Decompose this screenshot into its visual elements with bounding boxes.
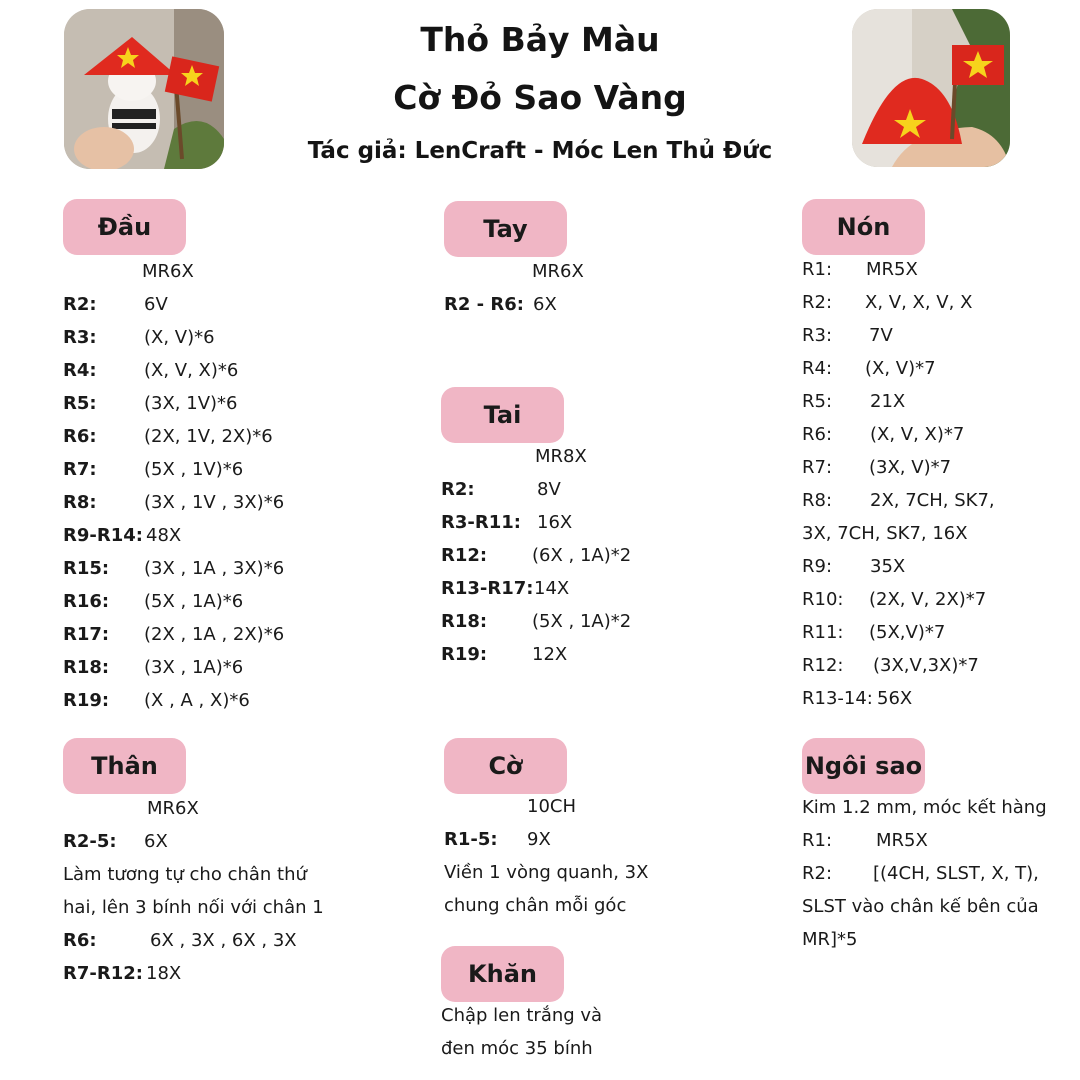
non-row-label: R13-14: (802, 688, 873, 709)
dau-row-value: (2X, 1V, 2X)*6 (144, 426, 273, 447)
than-r7-label: R7-R12: (63, 963, 143, 984)
non-row-label: R4: (802, 358, 833, 379)
dau-row-value: (X, V, X)*6 (144, 360, 239, 381)
dau-row-value: (3X , 1A)*6 (144, 657, 244, 678)
tay-row-label: R2 - R6: (444, 294, 524, 315)
non-row-value: 7V (869, 325, 893, 346)
section-co-title: Cờ (444, 738, 567, 794)
non-row-value: (5X,V)*7 (869, 622, 946, 643)
non-row-label: R2: (802, 292, 833, 313)
non-row-value: (X, V)*7 (865, 358, 936, 379)
tai-row-value: (6X , 1A)*2 (532, 545, 632, 566)
non-row-value: 3X, 7CH, SK7, 16X (802, 523, 968, 544)
tai-row-label: R3-R11: (441, 512, 521, 533)
dau-row-label: R6: (63, 426, 97, 447)
ngoisao-r2-value: [(4CH, SLST, X, T), (873, 863, 1039, 884)
non-row-label: R3: (802, 325, 833, 346)
non-row-value: 2X, 7CH, SK7, (870, 490, 995, 511)
dau-row-label: R5: (63, 393, 97, 414)
ngoisao-note: Kim 1.2 mm, móc kết hàng (802, 797, 1047, 818)
non-row-label: R7: (802, 457, 833, 478)
co-note-line-1: Viền 1 vòng quanh, 3X (444, 862, 649, 883)
co-note-line-2: chung chân mỗi góc (444, 895, 627, 916)
dau-row-label: R4: (63, 360, 97, 381)
dau-row-value: (3X , 1V , 3X)*6 (144, 492, 285, 513)
dau-row-value: (3X, 1V)*6 (144, 393, 238, 414)
khan-note-line-2: đen móc 35 bính (441, 1038, 593, 1059)
author-line: Tác giả: LenCraft - Móc Len Thủ Đức (307, 138, 773, 164)
than-mr: MR6X (147, 798, 199, 819)
tay-mr: MR6X (532, 261, 584, 282)
non-row-label: R6: (802, 424, 833, 445)
bunny-illustration (64, 9, 224, 169)
dau-row-label: R19: (63, 690, 110, 711)
dau-row-label: R17: (63, 624, 110, 645)
than-r2-label: R2-5: (63, 831, 117, 852)
title-line-1: Thỏ Bảy Màu (420, 20, 660, 59)
section-than-title: Thân (63, 738, 186, 794)
non-row-label: R11: (802, 622, 844, 643)
section-ngoisao-title: Ngôi sao (802, 738, 925, 794)
dau-row-label: R3: (63, 327, 97, 348)
tai-row-value: 16X (537, 512, 573, 533)
ngoisao-r1-label: R1: (802, 830, 833, 851)
bunny-photo (64, 9, 224, 169)
tai-mr: MR8X (535, 446, 587, 467)
tai-row-label: R18: (441, 611, 488, 632)
non-row-value: (3X, V)*7 (869, 457, 952, 478)
section-khan-title: Khăn (441, 946, 564, 1002)
ngoisao-continued-2: MR]*5 (802, 929, 858, 950)
title-line-2: Cờ Đỏ Sao Vàng (393, 78, 687, 117)
dau-row-value: (X, V)*6 (144, 327, 215, 348)
tai-row-value: (5X , 1A)*2 (532, 611, 632, 632)
non-row-label: R10: (802, 589, 844, 610)
hat-flag-illustration (852, 9, 1010, 167)
than-note-line-2: hai, lên 3 bính nối với chân 1 (63, 897, 324, 918)
section-tai-title: Tai (441, 387, 564, 443)
co-chain: 10CH (527, 796, 577, 817)
dau-row-label: R9-R14: (63, 525, 143, 546)
tai-row-label: R19: (441, 644, 488, 665)
section-dau-title: Đầu (63, 199, 186, 255)
than-r2-value: 6X (144, 831, 168, 852)
dau-row-label: R7: (63, 459, 97, 480)
tai-row-label: R12: (441, 545, 488, 566)
than-note-line-1: Làm tương tự cho chân thứ (63, 864, 307, 885)
section-non-title: Nón (802, 199, 925, 255)
than-r6-value: 6X , 3X , 6X , 3X (150, 930, 297, 951)
ngoisao-continued-1: SLST vào chân kế bên của (802, 896, 1039, 917)
dau-row-value: (5X , 1A)*6 (144, 591, 244, 612)
non-row-value: 35X (870, 556, 906, 577)
non-row-value: (2X, V, 2X)*7 (869, 589, 987, 610)
non-row-label: R12: (802, 655, 844, 676)
dau-row-label: R18: (63, 657, 110, 678)
tai-row-value: 8V (537, 479, 561, 500)
than-r7-value: 18X (146, 963, 182, 984)
non-row-value: (X, V, X)*7 (870, 424, 965, 445)
non-row-label: R5: (802, 391, 833, 412)
than-r6-label: R6: (63, 930, 97, 951)
khan-note-line-1: Chập len trắng và (441, 1005, 603, 1026)
non-row-value: 21X (870, 391, 906, 412)
ngoisao-r1-value: MR5X (876, 830, 928, 851)
dau-row-label: R8: (63, 492, 97, 513)
non-row-label: R8: (802, 490, 833, 511)
tai-row-value: 12X (532, 644, 568, 665)
dau-mr: MR6X (142, 261, 194, 282)
co-row-label: R1-5: (444, 829, 498, 850)
non-row-value: X, V, X, V, X (865, 292, 973, 313)
co-row-value: 9X (527, 829, 551, 850)
hat-flag-photo (852, 9, 1010, 167)
non-row-value: 56X (877, 688, 913, 709)
non-row-label: R9: (802, 556, 833, 577)
tay-row-value: 6X (533, 294, 557, 315)
tai-row-label: R13-R17: (441, 578, 534, 599)
non-row-value: (3X,V,3X)*7 (873, 655, 979, 676)
non-row-label: R1: (802, 259, 833, 280)
dau-row-value: (3X , 1A , 3X)*6 (144, 558, 285, 579)
dau-row-value: (5X , 1V)*6 (144, 459, 244, 480)
dau-row-value: 48X (146, 525, 182, 546)
tai-row-label: R2: (441, 479, 475, 500)
tai-row-value: 14X (534, 578, 570, 599)
dau-row-label: R16: (63, 591, 110, 612)
section-tay-title: Tay (444, 201, 567, 257)
non-row-value: MR5X (866, 259, 918, 280)
dau-row-value: 6V (144, 294, 168, 315)
ngoisao-r2-label: R2: (802, 863, 833, 884)
dau-row-value: (X , A , X)*6 (144, 690, 250, 711)
dau-row-label: R2: (63, 294, 97, 315)
dau-row-value: (2X , 1A , 2X)*6 (144, 624, 285, 645)
dau-row-label: R15: (63, 558, 110, 579)
